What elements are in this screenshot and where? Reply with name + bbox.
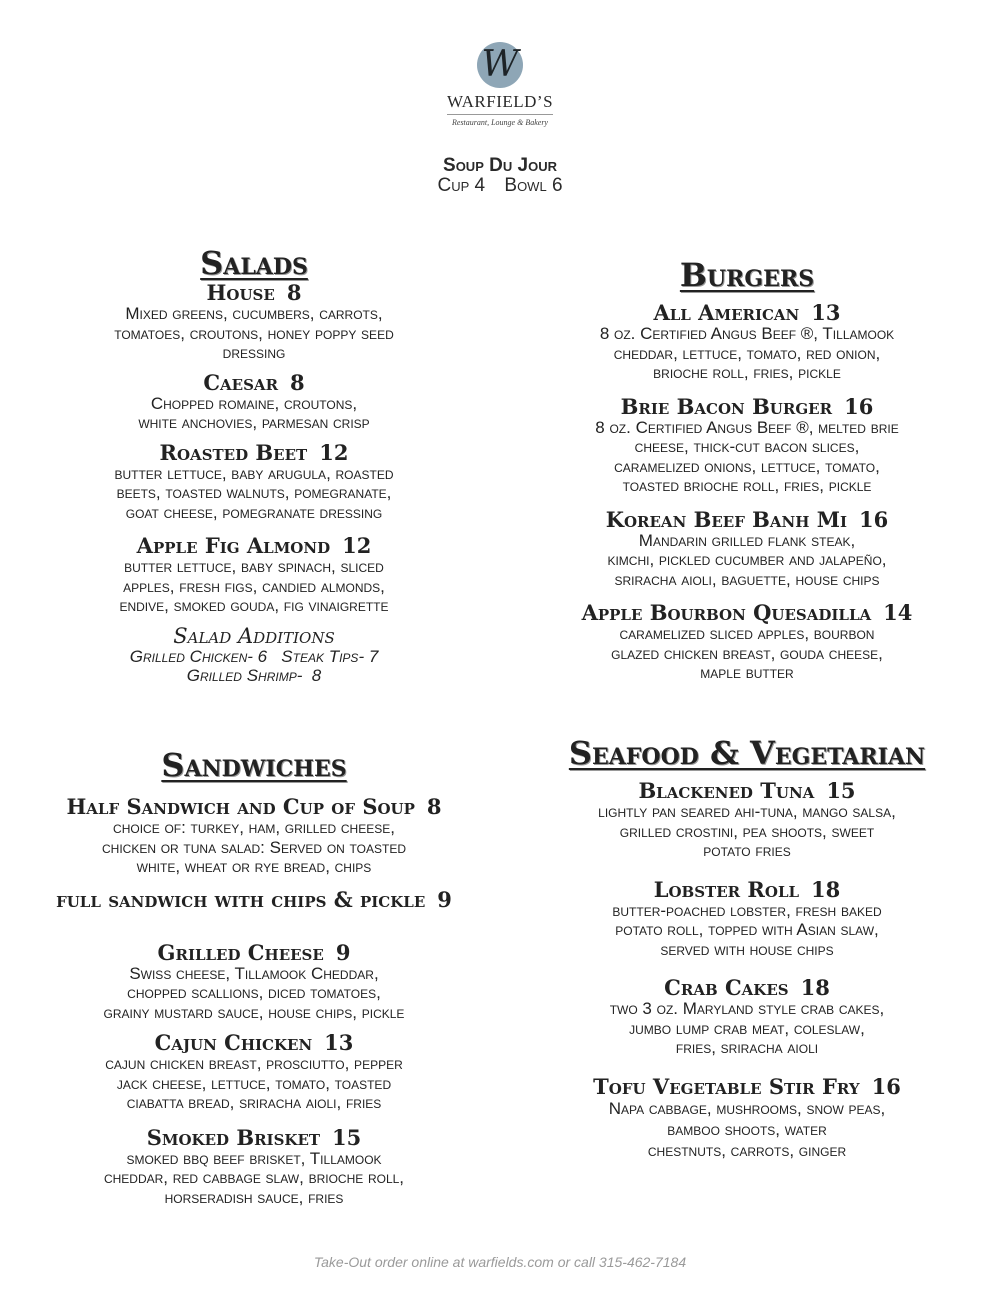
item-description: choice of: turkey, ham, grilled cheese, chicken or tuna salad: Served on toasted white, wheat or rye bread, chips [101, 818, 406, 876]
item-name: Smoked Brisket 15 [146, 1124, 362, 1150]
item-price: 16 [844, 393, 874, 419]
restaurant-logo [430, 42, 570, 127]
item-price: 18 [811, 876, 841, 902]
item-price: 8 [426, 794, 442, 819]
item-price: 8 [286, 280, 302, 305]
soup-bowl-price: Bowl 6 [504, 175, 563, 196]
salads-section [22, 244, 486, 686]
item-description: butter lettuce, baby arugula, roasted beets, toasted walnuts, pomegranate, goat cheese, pomegranate dressing [114, 463, 394, 522]
menu-item [522, 506, 972, 590]
menu-item [22, 282, 486, 363]
menu-item [22, 1032, 486, 1113]
item-price: 9 [335, 939, 351, 965]
item-name: Grilled Cheese 9 [157, 939, 351, 965]
item-price: 9 [437, 886, 452, 912]
menu-item [22, 886, 486, 912]
item-description: caramelized sliced apples, bourbon glazed chicken breast, gouda cheese, maple butter [611, 624, 883, 682]
logo-name: WARFIELD’S [446, 92, 554, 111]
item-name: House 8 [206, 280, 302, 305]
item-description: Swiss cheese, Tillamook Cheddar, chopped scallions, diced tomatoes, grainy mustard sauce, house chips, pickle [103, 963, 405, 1022]
item-name: Tofu Vegetable Stir Fry 16 [593, 1073, 901, 1099]
seafood-vegetarian-section [522, 734, 972, 1161]
logo-divider [447, 114, 553, 115]
menu-item [22, 1124, 486, 1208]
item-price: 18 [800, 975, 830, 1000]
logo-mark: W [477, 42, 523, 88]
item-price: 16 [871, 1073, 901, 1099]
item-name: Caesar 8 [203, 369, 305, 395]
item-price: 13 [324, 1030, 354, 1055]
salads-heading: Salads [200, 244, 308, 282]
menu-item [522, 780, 972, 861]
item-name: Blackened Tuna 15 [638, 778, 856, 803]
menu-item [522, 302, 972, 383]
item-price: 13 [811, 300, 841, 325]
item-description: Mixed greens, cucumbers, carrots, tomatoes, croutons, honey poppy seed dressing [114, 304, 394, 362]
menu-item [522, 393, 972, 496]
item-name: Lobster Roll 18 [653, 876, 841, 902]
item-name: All American 13 [653, 300, 841, 325]
burgers-section [522, 256, 972, 683]
salad-additions-list: Grilled Chicken- 6 Steak Tips- 7 Grilled Shrimp- 8 [129, 646, 379, 685]
item-description: smoked bbq beef brisket, Tillamook cheddar, red cabbage slaw, brioche roll, horseradish sauce, fries [103, 1148, 405, 1207]
item-name: full sandwich with chips & pickle 9 [56, 886, 452, 912]
item-price: 12 [319, 439, 349, 465]
item-description: lightly pan seared ahi-tuna, mango salsa, grilled crostini, pea shoots, sweet potato fries [598, 802, 896, 860]
menu-item [522, 977, 972, 1058]
menu-item [522, 876, 972, 960]
item-name: Brie Bacon Burger 16 [620, 393, 874, 419]
item-description: Mandarin grilled flank steak, kimchi, pickled cucumber and jalapeño, sriracha aioli, baguette, house chips [607, 530, 887, 589]
menu-item [22, 369, 486, 433]
salad-additions-title: Salad Additions [173, 623, 335, 648]
menu-item [522, 602, 972, 683]
item-description: two 3 oz. Maryland style crab cakes, jumbo lump crab meat, coleslaw, fries, sriracha aioli [609, 999, 885, 1057]
item-description: 8 oz. Certified Angus Beef ®, melted brie cheese, thick-cut bacon slices, caramelized onions, lettuce, tomato, toasted brioche roll, fries, pickle [595, 417, 899, 495]
item-name: Apple Bourbon Quesadilla 14 [581, 600, 913, 625]
soup-title: Soup Du Jour [443, 155, 557, 176]
menu-item [22, 796, 486, 877]
item-price: 12 [342, 533, 372, 558]
soup-prices [300, 176, 700, 196]
takeout-footer: Take-Out order online at warfields.com or call 315-462-7184 [313, 1254, 687, 1270]
item-price: 14 [883, 600, 913, 625]
item-name: Apple Fig Almond 12 [136, 533, 372, 558]
item-description: butter-poached lobster, fresh baked potato roll, topped with Asian slaw, served with house chips [612, 900, 882, 959]
item-name: Crab Cakes 18 [664, 975, 830, 1000]
seafood-heading: Seafood & Vegetarian [568, 734, 926, 772]
item-price: 8 [290, 369, 305, 395]
logo-tagline: Restaurant, Lounge & Bakery [452, 118, 548, 127]
sandwiches-section [22, 746, 486, 1207]
burgers-heading: Burgers [679, 256, 815, 294]
item-name: Half Sandwich and Cup of Soup 8 [66, 794, 442, 819]
soup-du-jour [300, 156, 700, 196]
item-description: butter lettuce, baby spinach, sliced apples, fresh figs, candied almonds, endive, smoked gouda, fig vinaigrette [119, 557, 389, 615]
item-price: 16 [859, 506, 889, 532]
item-description: Chopped romaine, croutons, white anchovies, parmesan crisp [138, 393, 370, 432]
soup-cup-price: Cup 4 [437, 175, 486, 196]
salad-additions [22, 625, 486, 686]
item-name: Korean Beef Banh Mi 16 [605, 506, 889, 532]
item-description: 8 oz. Certified Angus Beef ®, Tillamook cheddar, lettuce, tomato, red onion, brioche roll, fries, pickle [599, 324, 895, 382]
menu-item [522, 1073, 972, 1161]
menu-item [22, 535, 486, 616]
item-name: Cajun Chicken 13 [154, 1030, 354, 1055]
item-name: Roasted Beet 12 [159, 439, 349, 465]
menu-item [22, 939, 486, 1023]
item-price: 15 [332, 1124, 362, 1150]
menu-item [22, 439, 486, 523]
item-description: Napa cabbage, mushrooms, snow peas, bamboo shoots, water chestnuts, carrots, ginger [608, 1098, 886, 1160]
sandwiches-heading: Sandwiches [161, 746, 347, 784]
item-description: cajun chicken breast, prosciutto, pepper jack cheese, lettuce, tomato, toasted ciabatta bread, sriracha aioli, fries [105, 1054, 403, 1112]
item-price: 15 [826, 778, 856, 803]
